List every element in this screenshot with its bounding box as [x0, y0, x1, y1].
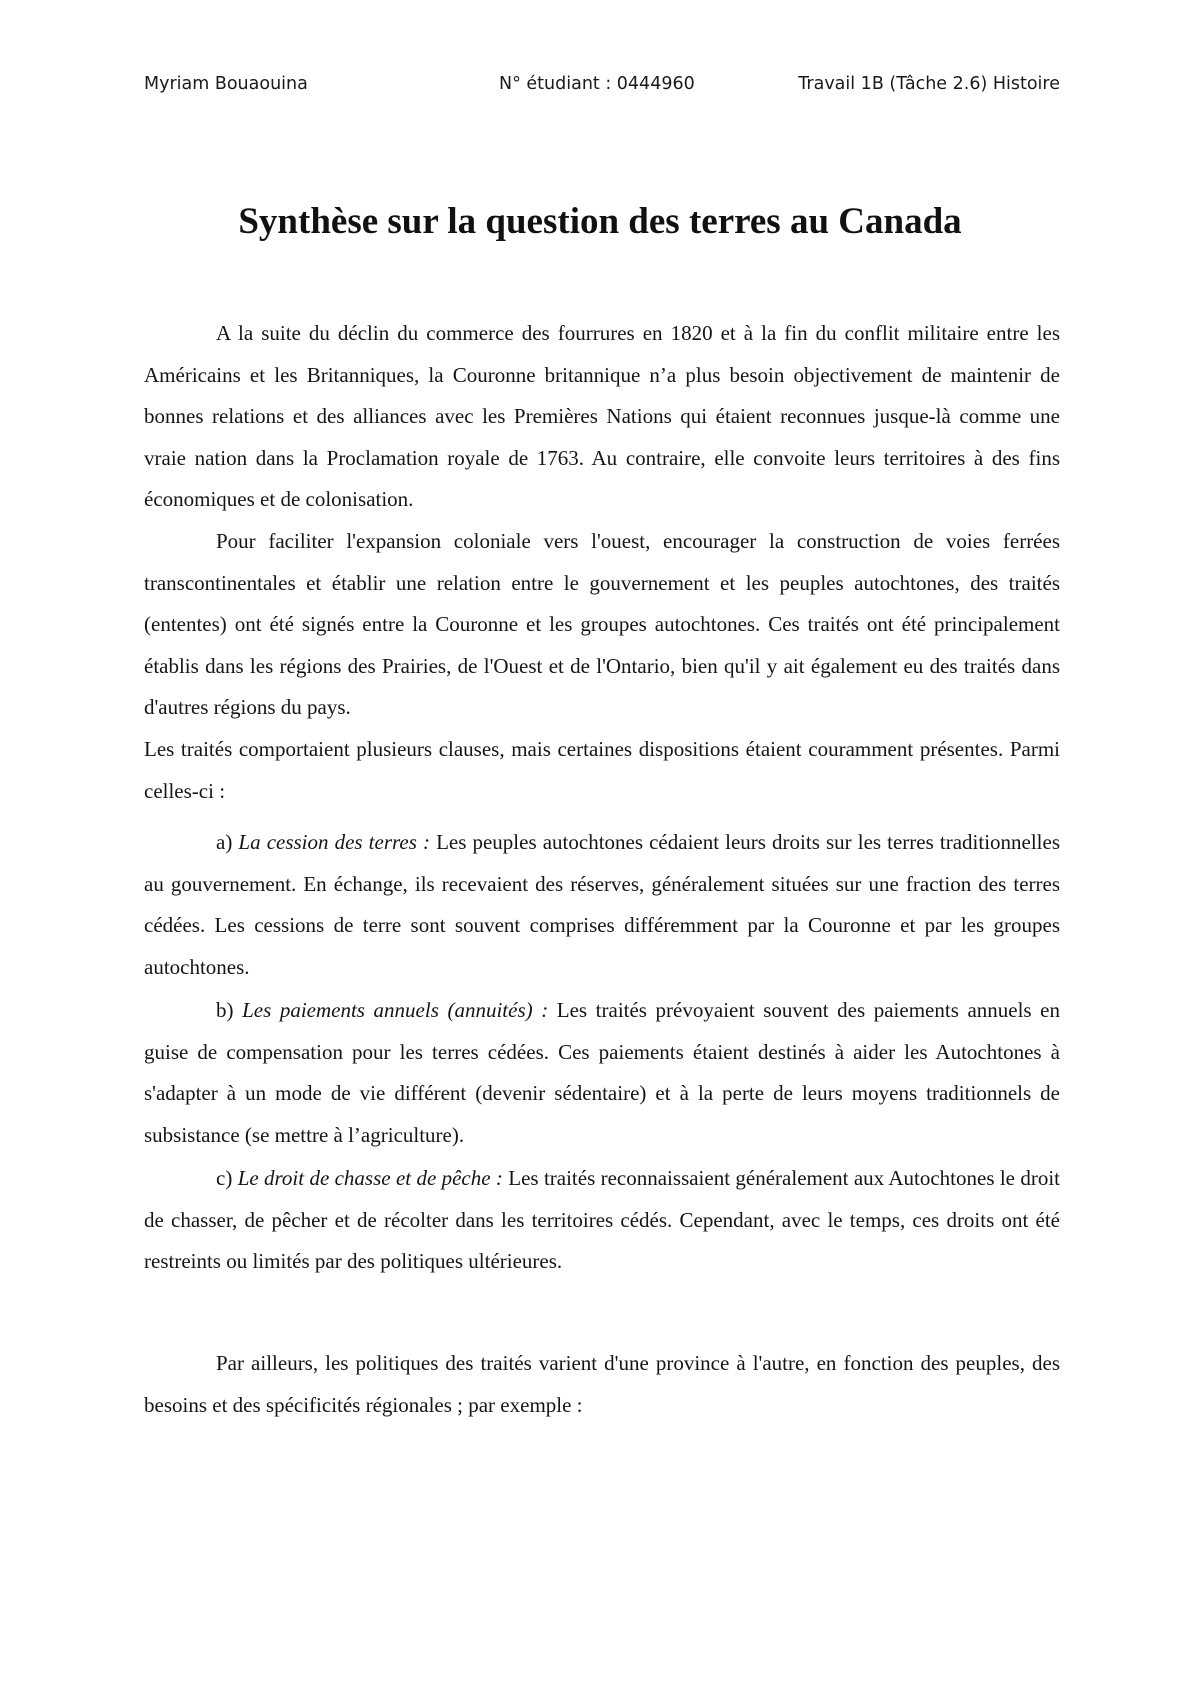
document-title: Synthèse sur la question des terres au Canada [238, 201, 962, 242]
list-item-annual-payments [144, 990, 1060, 1156]
header-student-number: N° étudiant : 0444960 [499, 74, 695, 94]
list-text-hunting-fishing: Les traités reconnaissaient généralement aux Autochtones le droit de chasser, de pêcher et de récolter dans les territoires cédés. Cependant, avec le temps, ces droits ont été restreints ou limités par des politiques ultérieures. [144, 1166, 1061, 1274]
paragraph-treaties: Pour faciliter l'expansion coloniale vers l'ouest, encourager la construction de voies ferrées transcontinentales et établir une relation entre le gouvernement et les peuples autochtones, des traités (ententes) ont été signés entre la Couronne et les groupes autochtones. Ces traités ont été principalement établis dans les régions des Prairies, de l'Ouest et de l'Ontario, bien qu'il y ait également eu des traités dans d'autres régions du pays. [144, 529, 1060, 720]
list-label-land-cession: La cession des terres : [238, 830, 430, 854]
list-item-hunting-fishing [144, 1158, 1060, 1283]
paragraph-clauses: Les traités comportaient plusieurs clauses, mais certaines dispositions étaient couramment présentes. Parmi celles-ci : [144, 737, 1060, 803]
header-author: Myriam Bouaouina [144, 74, 308, 94]
header-assignment: Travail 1B (Tâche 2.6) Histoire [798, 74, 1060, 94]
list-label-annual-payments: Les paiements annuels (annuités) : [242, 998, 549, 1022]
list-item-land-cession [144, 822, 1060, 988]
list-text-annual-payments: Les traités prévoyaient souvent des paiements annuels en guise de compensation pour les terres cédées. Ces paiements étaient destinés à aider les Autochtones à s'adapter à un mode de vie différent (devenir sédentaire) et à la perte de leurs moyens traditionnels de subsistance (se mettre à l’agriculture). [144, 998, 1060, 1147]
list-label-hunting-fishing: Le droit de chasse et de pêche : [237, 1166, 503, 1190]
page-header [144, 74, 1060, 104]
list-text-land-cession: Les peuples autochtones cédaient leurs droits sur les terres traditionnelles au gouvernement. En échange, ils recevaient des réserves, généralement situées sur une fraction des terres cédées. Les cessions de terre sont souvent comprises différemment par la Couronne et par les groupes autochtones. [144, 830, 1061, 979]
list-marker-b: b) [216, 998, 234, 1022]
list-marker-c: c) [216, 1166, 233, 1190]
paragraph-intro: A la suite du déclin du commerce des fourrures en 1820 et à la fin du conflit militaire entre les Américains et les Britanniques, la Couronne britannique n’a plus besoin objectivement de maintenir de bonnes relations et des alliances avec les Premières Nations qui étaient reconnues jusque-là comme une vraie nation dans la Proclamation royale de 1763. Au contraire, elle convoite leurs territoires à des fins économiques et de colonisation. [144, 321, 1060, 512]
paragraph-provincial-policies: Par ailleurs, les politiques des traités varient d'une province à l'autre, en fonction des peuples, des besoins et des spécificités régionales ; par exemple : [144, 1351, 1060, 1417]
list-marker-a: a) [216, 830, 233, 854]
